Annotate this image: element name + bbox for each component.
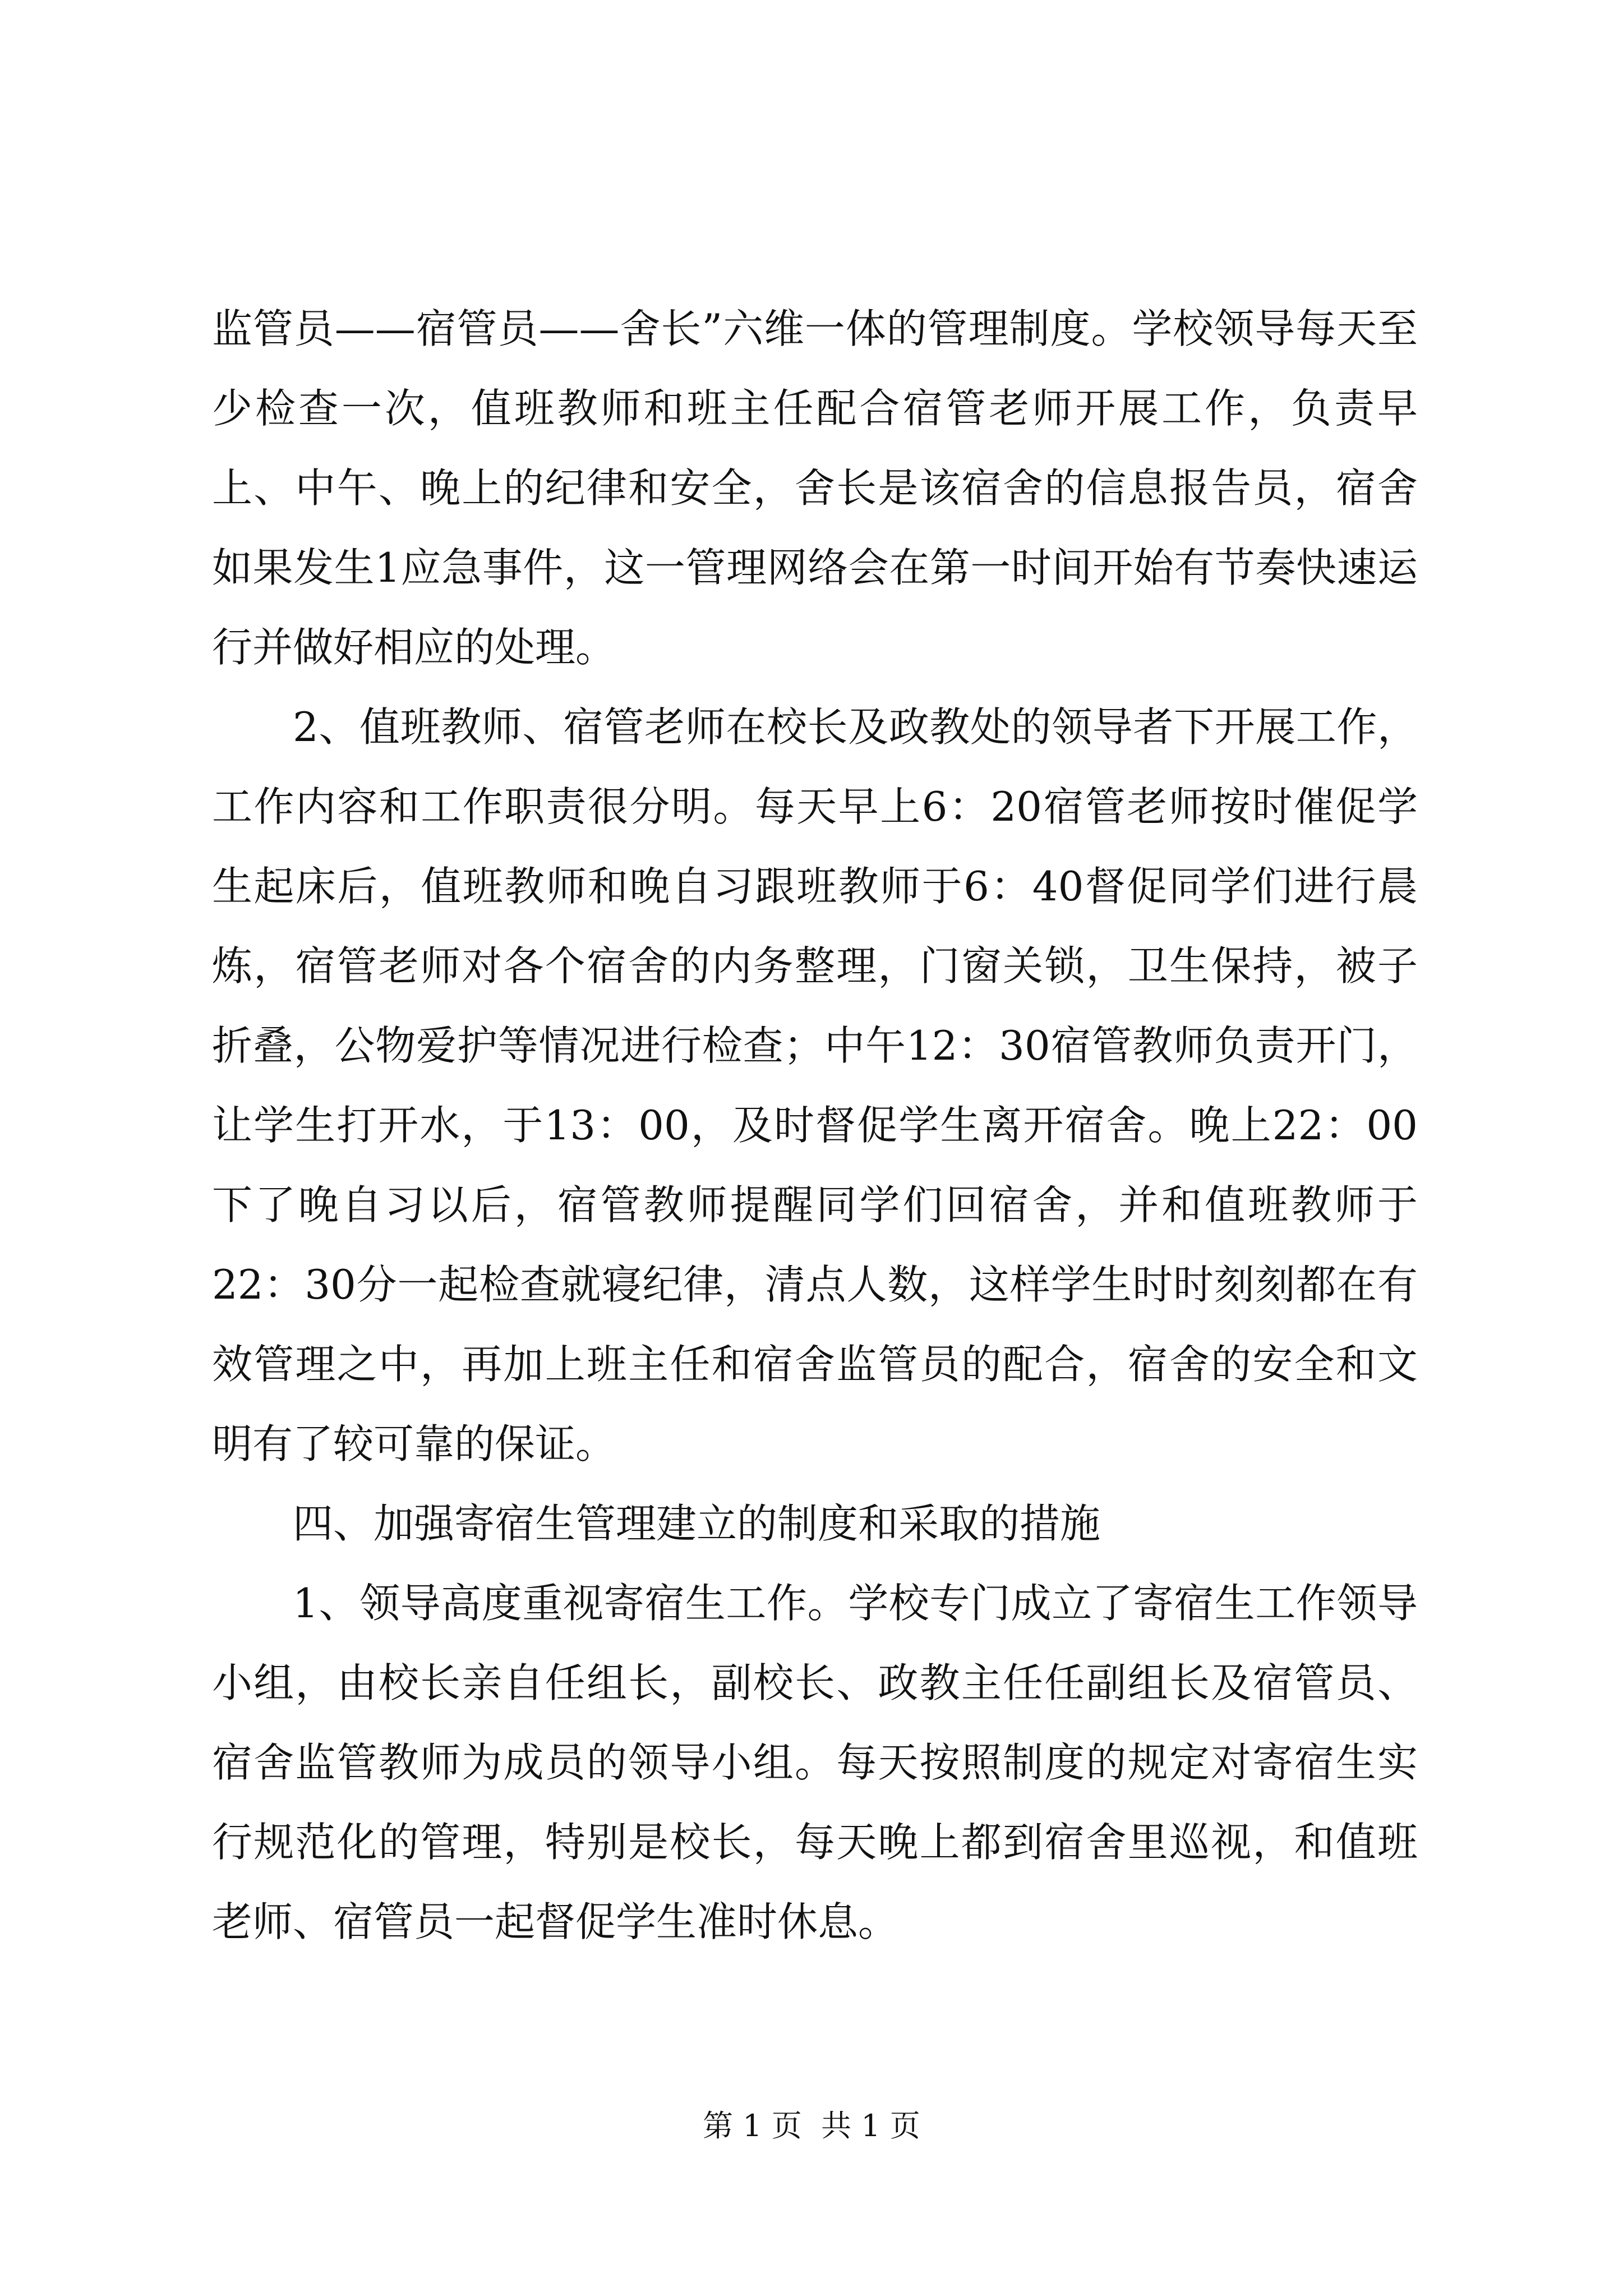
section-heading-4: 四、加强寄宿生管理建立的制度和采取的措施 xyxy=(293,1500,1101,1547)
page-footer xyxy=(0,2106,1623,2146)
paragraph-item-1: 1、领导高度重视寄宿生工作。学校专门成立了寄宿生工作领导小组，由校长亲自任组长，副校长、政教主任任副组长及宿管员、宿舍监管教师为成员的领导小组。每天按照制度的规定对寄宿生实行规范化的管理，特别是校长，每天晚上都到宿舍里巡视，和值班老师、宿管员一起督促学生准时休息。 xyxy=(212,1580,1418,1945)
paragraph-item-2: 2、值班教师、宿管老师在校长及政教处的领导者下开展工作，工作内容和工作职责很分明。每天早上6：20宿管老师按时催促学生起床后，值班教师和晚自习跟班教师于6：40督促同学们进行晨炼，宿管老师对各个宿舍的内务整理，门窗关锁，卫生保持，被子折叠，公物爱护等情况进行检查；中午12：30宿管教师负责开门，让学生打开水，于13：00，及时督促学生离开宿舍。晚上22：00下了晚自习以后，宿管教师提醒同学们回宿舍，并和值班教师于22：30分一起检查就寝纪律，清点人数，这样学生时时刻刻都在有效管理之中，再加上班主任和宿舍监管员的配合，宿舍的安全和文明有了较可靠的保证。 xyxy=(212,703,1418,1467)
document-body xyxy=(212,289,1418,1962)
page-number-label: 第 1 页 共 1 页 xyxy=(703,2108,920,2143)
paragraph-continuation: 监管员——宿管员——舍长”六维一体的管理制度。学校领导每天至少检查一次，值班教师和班主任配合宿管老师开展工作，负责早上、中午、晚上的纪律和安全，舍长是该宿舍的信息报告员，宿舍如果发生1应急事件，这一管理网络会在第一时间开始有节奏快速运行并做好相应的处理。 xyxy=(212,305,1418,671)
